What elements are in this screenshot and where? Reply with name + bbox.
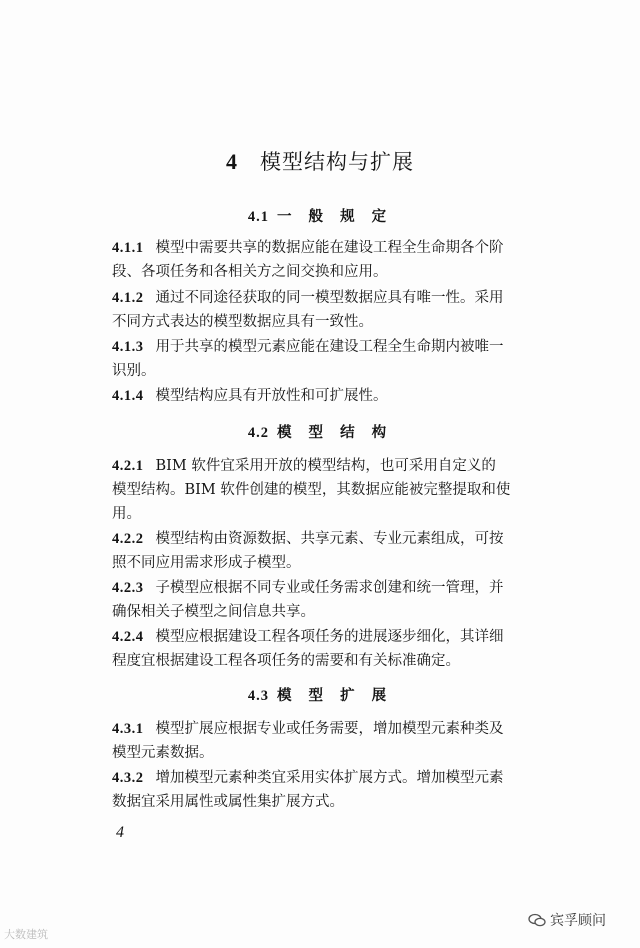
clause-number: 4.1.2 <box>112 290 144 306</box>
clause-line: 模型结构。BIM 软件创建的模型，其数据应能被完整提取和使 <box>112 482 511 498</box>
section-title: 模 型 扩 展 <box>276 687 393 704</box>
clause-4-2-4 <box>112 625 530 673</box>
section-number: 4.1 <box>247 209 269 225</box>
clause-4-1-2 <box>112 286 530 334</box>
clause-4-2-1 <box>112 454 530 526</box>
section-title: 模 型 结 构 <box>276 424 393 441</box>
clause-line: 模型结构由资源数据、共享元素、专业元素组成，可按 <box>155 531 504 547</box>
clause-line: 模型元素数据。 <box>112 745 214 761</box>
clause-4-2-3 <box>112 576 530 624</box>
clause-number: 4.3.1 <box>112 721 144 737</box>
section-heading-4-3 <box>0 684 640 705</box>
chapter-number: 4 <box>226 149 238 174</box>
clause-line: 识别。 <box>112 363 156 379</box>
clause-line: 用于共享的模型元素应能在建设工程全生命期内被唯一 <box>155 339 504 355</box>
clause-number: 4.1.3 <box>112 339 144 355</box>
clause-4-3-2 <box>112 766 530 814</box>
clause-number: 4.2.3 <box>112 580 144 596</box>
clause-line: 程度宜根据建设工程各项任务的需要和有关标准确定。 <box>112 653 460 669</box>
clause-4-1-1 <box>112 236 530 284</box>
chapter-title <box>0 146 640 176</box>
wechat-icon <box>528 913 546 927</box>
clause-4-1-3 <box>112 335 530 383</box>
clause-line: 确保相关子模型之间信息共享。 <box>112 604 315 620</box>
clause-line: 增加模型元素种类宜采用实体扩展方式。增加模型元素 <box>155 770 504 786</box>
section-heading-4-2 <box>0 421 640 442</box>
clause-4-3-1 <box>112 717 530 765</box>
chapter-title-text: 模型结构与扩展 <box>260 150 414 174</box>
section-heading-4-1 <box>0 205 640 226</box>
clause-number: 4.2.1 <box>112 458 144 474</box>
clause-line: 模型结构应具有开放性和可扩展性。 <box>155 388 388 404</box>
clause-line: BIM 软件宜采用开放的模型结构，也可采用自定义的 <box>155 458 496 474</box>
clause-4-2-2 <box>112 527 530 575</box>
clause-number: 4.1.1 <box>112 240 144 256</box>
clause-line: 子模型应根据不同专业或任务需求创建和统一管理，并 <box>155 580 504 596</box>
clause-number: 4.3.2 <box>112 770 144 786</box>
clause-4-1-4 <box>112 384 530 408</box>
watermark-right-text: 宾孚顾问 <box>550 913 606 929</box>
section-number: 4.2 <box>247 425 269 441</box>
clause-line: 模型扩展应根据专业或任务需要，增加模型元素种类及 <box>155 721 504 737</box>
clause-number: 4.2.2 <box>112 531 144 547</box>
clause-number: 4.2.4 <box>112 629 144 645</box>
clause-line: 通过不同途径获取的同一模型数据应具有唯一性。采用 <box>155 290 504 306</box>
clause-line: 数据宜采用属性或属性集扩展方式。 <box>112 794 344 810</box>
clause-line: 不同方式表达的模型数据应具有一致性。 <box>112 314 373 330</box>
clause-line: 段、各项任务和各相关方之间交换和应用。 <box>112 264 388 280</box>
watermark-left: 大数建筑 <box>4 928 48 941</box>
clause-line: 模型应根据建设工程各项任务的进展逐步细化，其详细 <box>155 629 504 645</box>
page-number: 4 <box>116 824 124 841</box>
watermark-right <box>528 910 606 930</box>
clause-line: 模型中需要共享的数据应能在建设工程全生命期各个阶 <box>155 240 504 256</box>
clause-number: 4.1.4 <box>112 388 144 404</box>
section-number: 4.3 <box>247 688 269 704</box>
clause-line: 用。 <box>112 506 141 522</box>
clause-line: 照不同应用需求形成子模型。 <box>112 555 301 571</box>
section-title: 一 般 规 定 <box>276 208 393 225</box>
